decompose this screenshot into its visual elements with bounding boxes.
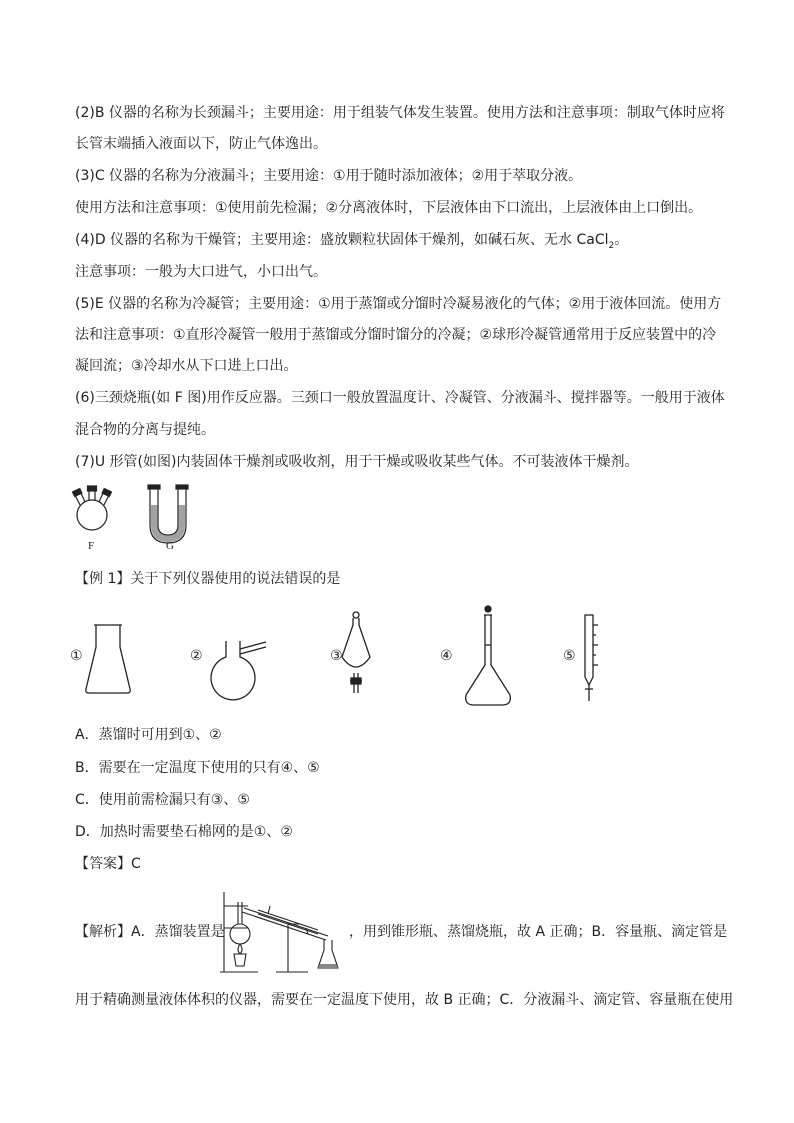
analysis-line1-start: 【解析】A．蒸馏装置是 (75, 924, 225, 940)
instrument-number-5: ⑤ (563, 648, 576, 664)
analysis-line2: 用于精确测量液体体积的仪器，需要在一定温度下使用，故 B 正确；C．分液漏斗、滴定管、容量瓶在使用 (75, 992, 734, 1008)
option-b: B．需要在一定温度下使用的只有④、⑤ (75, 760, 320, 776)
analysis-line1-end: ，用到锥形瓶、蒸馏烧瓶，故 A 正确；B．容量瓶、滴定管是 (349, 924, 728, 940)
answer: 【答案】C (75, 856, 141, 872)
p7-line1: (7)U 形管(如图)内装固体干燥剂或吸收剂，用于干燥或吸收某些气体。不可装液体干燥剂。 (75, 454, 639, 470)
p3-line2: 使用方法和注意事项：①使用前先检漏；②分离液体时，下层液体由下口流出，上层液体由上口倒出。 (75, 200, 703, 216)
instrument-number-4: ④ (440, 648, 453, 664)
distillation-apparatus-figure (218, 884, 348, 976)
instrument-number-1: ① (70, 648, 83, 664)
p4-line2: 注意事项：一般为大口进气，小口出气。 (75, 264, 327, 280)
p6-line2: 混合物的分离与提纯。 (75, 422, 215, 438)
figure-label-f: F (88, 540, 95, 552)
p6-line1: (6)三颈烧瓶(如 F 图)用作反应器。三颈口一般放置温度计、冷凝管、分液漏斗、搅拌器等。一般用于液体 (75, 390, 725, 406)
p4-line1-text: (4)D 仪器的名称为干燥管；主要用途：盛放颗粒状固体干燥剂，如碱石灰、无水 CaCl (75, 232, 609, 248)
p5-line3: 凝回流；③冷却水从下口进上口出。 (75, 358, 298, 374)
p4-subscript: 2 (608, 240, 615, 251)
instruments-figure (80, 605, 620, 715)
p4-line1 (75, 230, 628, 256)
p5-line1: (5)E 仪器的名称为冷凝管；主要用途：①用于蒸馏或分馏时冷凝易液化的气体；②用于液体回流。使用方 (75, 296, 722, 312)
p2-line2: 长管末端插入液面以下，防止气体逸出。 (75, 136, 327, 152)
figure-label-g: G (166, 540, 174, 552)
p3-line1: (3)C 仪器的名称为分液漏斗；主要用途：①用于随时添加液体；②用于萃取分液。 (75, 168, 583, 184)
p4-line1-end: 。 (614, 232, 629, 248)
option-a: A．蒸馏时可用到①、② (75, 727, 222, 743)
instrument-number-2: ② (190, 648, 203, 664)
option-d: D．加热时需要垫石棉网的是①、② (75, 824, 293, 840)
p2-line1: (2)B 仪器的名称为长颈漏斗；主要用途：用于组装气体发生装置。使用方法和注意事项：制取气体时应将 (75, 105, 725, 121)
option-c: C．使用前需检漏只有③、⑤ (75, 792, 250, 808)
instrument-number-3: ③ (330, 648, 343, 664)
p5-line2: 法和注意事项：①直形冷凝管一般用于蒸馏或分馏时馏分的冷凝；②球形冷凝管通常用于反应装置中的冷 (75, 327, 717, 343)
example-title: 【例 1】关于下列仪器使用的说法错误的是 (75, 571, 341, 587)
